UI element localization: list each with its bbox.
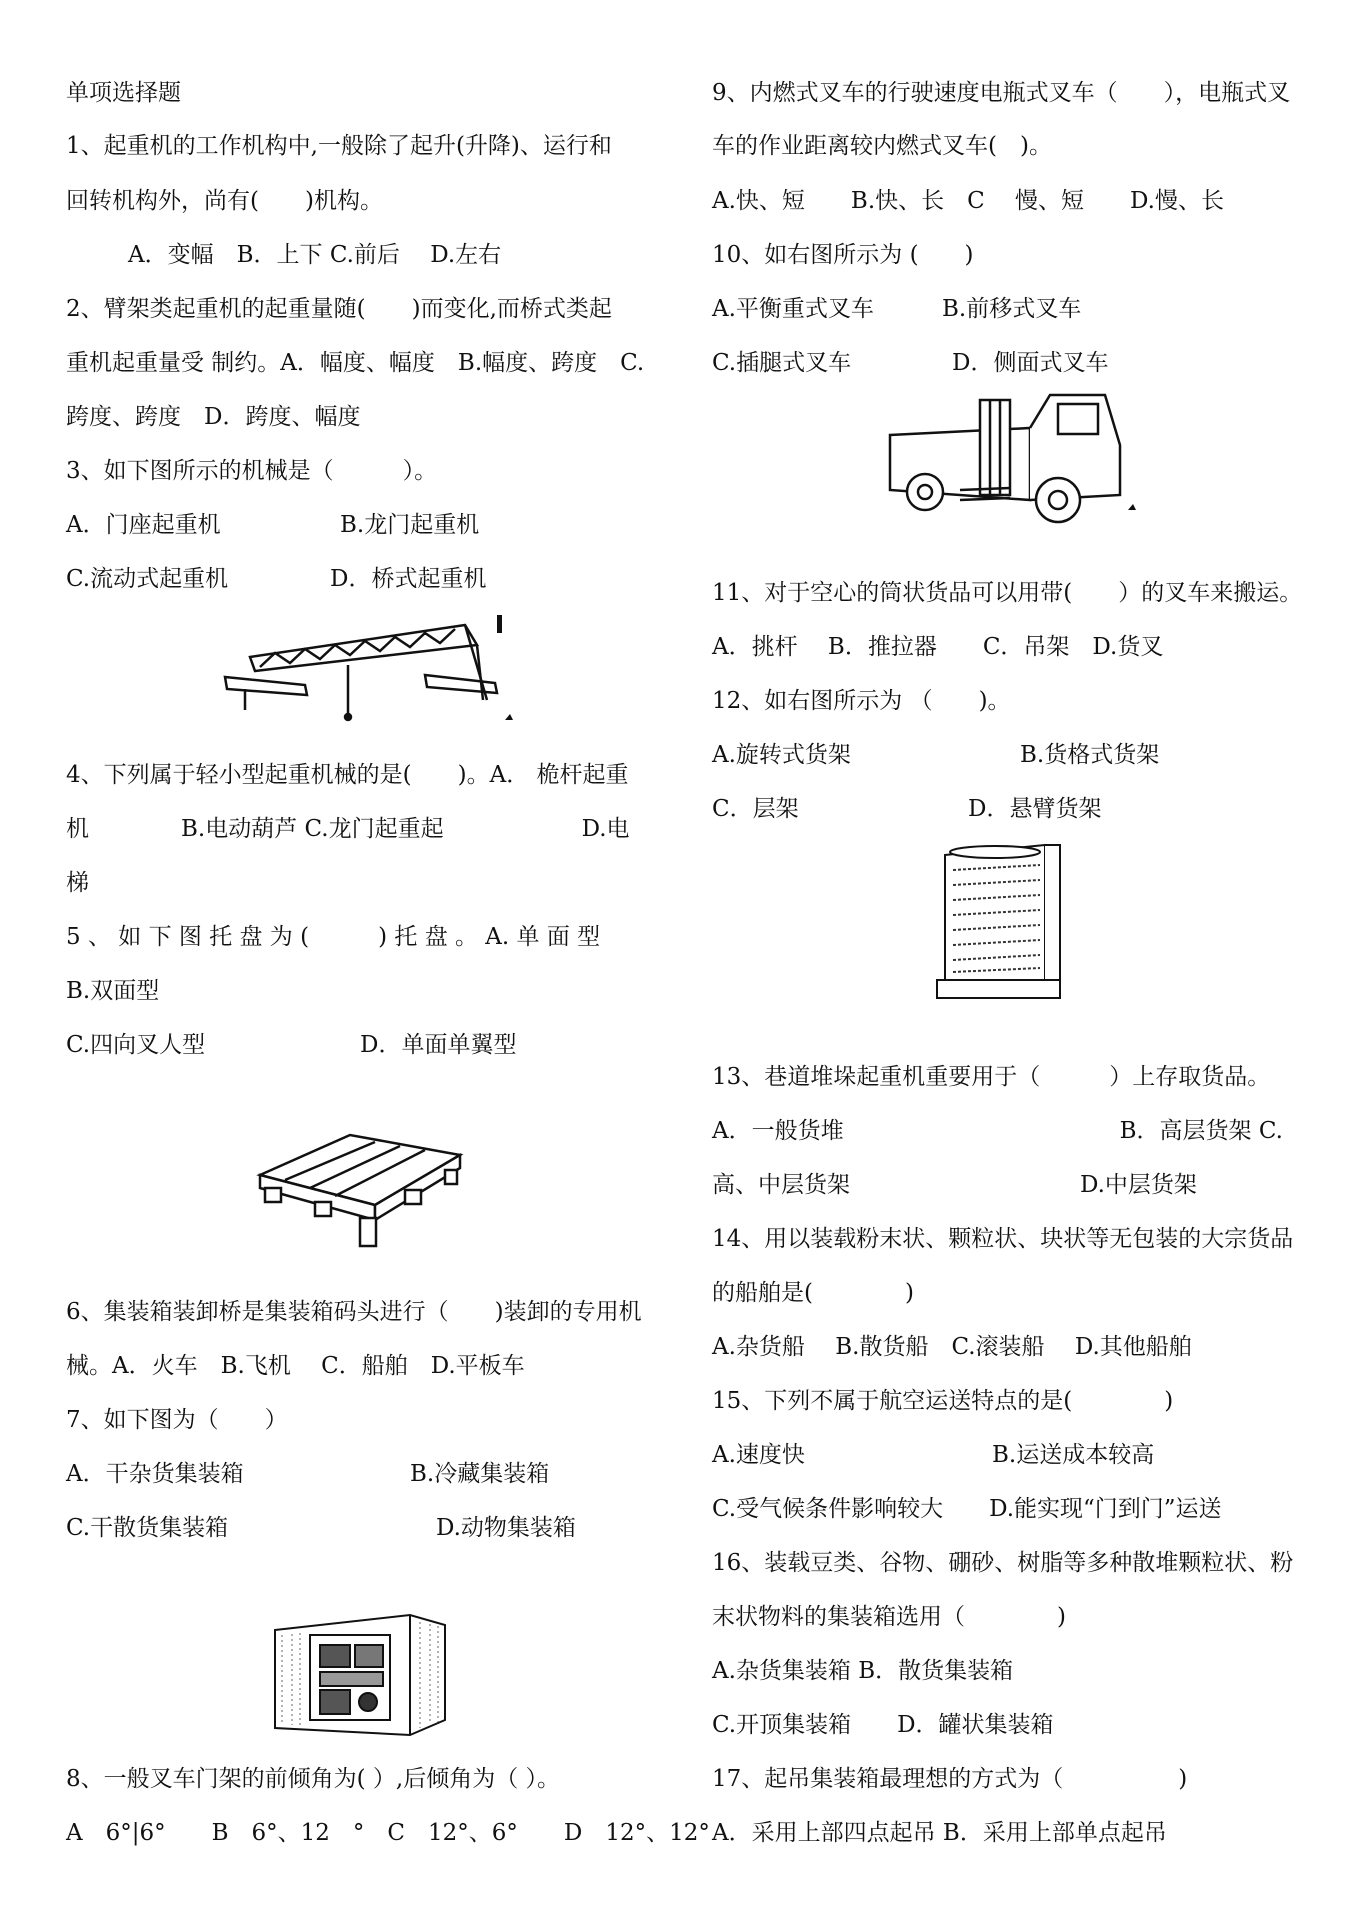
q1-line2: 回转机构外，尚有( )机构。 [66,188,383,214]
rotating-rack-figure [935,840,1065,1000]
q9-line2: 车的作业距离较内燃式叉车( )。 [712,133,1052,159]
q13-line3: 高、中层货架 D.中层货架 [712,1172,1197,1198]
q7-option-a: A．干杂货集装箱 [66,1461,244,1487]
q10-option-a: A.平衡重式叉车 [712,296,874,322]
q5-line2: B.双面型 [66,978,160,1004]
q11-options: A．挑杆 B．推拉器 C．吊架 D.货叉 [712,634,1164,660]
q15-option-a: A.速度快 [712,1442,805,1468]
gantry-crane-figure [215,605,515,730]
q8-line1: 8、一般叉车门架的前倾角为( ）,后倾角为（ ）。 [66,1766,561,1792]
pallet-figure [255,1130,465,1260]
q3-stem: 3、如下图所示的机械是（ ）。 [66,458,438,484]
q15-stem: 15、下列不属于航空运送特点的是( ) [712,1388,1174,1414]
q6-line1: 6、集装箱装卸桥是集装箱码头进行（ )装卸的专用机 [66,1299,642,1325]
q5-option-c: C.四向叉人型 [66,1032,206,1058]
q10-option-c: C.插腿式叉车 [712,350,852,376]
q5-option-d: D．单面单翼型 [360,1032,517,1058]
q4-line2: 机 B.电动葫芦 C.龙门起重起 D.电 [66,816,630,842]
q12-stem: 12、如右图所示为 （ )。 [712,688,1011,714]
q2-line3: 跨度、跨度 D．跨度、幅度 [66,404,361,430]
q11-stem: 11、对于空心的筒状货品可以用带( ）的叉车来搬运。 [712,580,1303,606]
q15-option-b: B.运送成本较高 [992,1442,1155,1468]
q14-line2: 的船舶是( ) [712,1280,914,1306]
q7-option-d: D.动物集装箱 [436,1515,576,1541]
q7-option-b: B.冷藏集装箱 [410,1461,550,1487]
q17-stem: 17、起吊集装箱最理想的方式为（ ) [712,1766,1188,1792]
q10-stem: 10、如右图所示为 ( ) [712,242,974,268]
q14-line1: 14、用以装载粉末状、颗粒状、块状等无包装的大宗货品 [712,1226,1294,1252]
side-forklift-figure [880,390,1140,525]
q7-stem: 7、如下图为（ ） [66,1407,288,1433]
q16-line2: 末状物料的集装箱选用（ ) [712,1604,1066,1630]
q8-options: A 6°|6° B 6°、12 ° C 12°、6° D 12°、12° [66,1820,710,1846]
q13-line2: A．一般货堆 B．高层货架 C. [712,1118,1283,1144]
q5-line1: 5 、 如 下 图 托 盘 为 ( ) 托 盘 。 A. 单 面 型 [66,924,601,950]
q1-line1: 1、起重机的工作机构中,一般除了起升(升降)、运行和 [66,133,612,159]
q7-option-c: C.干散货集装箱 [66,1515,229,1541]
q17-options: A．采用上部四点起吊 B．采用上部单点起吊 [712,1820,1167,1846]
q3-option-c: C.流动式起重机 [66,566,229,592]
q16-line1: 16、装载豆类、谷物、硼砂、树脂等多种散堆颗粒状、粉 [712,1550,1294,1576]
q12-option-b: B.货格式货架 [1020,742,1160,768]
q2-line2: 重机起重量受 制约。A．幅度、幅度 B.幅度、跨度 C. [66,350,645,376]
q15-options-cd: C.受气候条件影响较大 D.能实现“门到门”运送 [712,1496,1222,1522]
section-heading: 单项选择题 [66,80,181,106]
q16-options-cd: C.开顶集装箱 D．罐状集装箱 [712,1712,1054,1738]
q14-options: A.杂货船 B.散货船 C.滚装船 D.其他船舶 [712,1334,1192,1360]
q2-line1: 2、臂架类起重机的起重量随( )而变化,而桥式类起 [66,296,612,322]
q4-line1: 4、下列属于轻小型起重机械的是( )。A． 桅杆起重 [66,762,629,788]
q12-option-c: C．层架 [712,796,799,822]
q13-line1: 13、巷道堆垛起重机重要用于（ ）上存取货品。 [712,1064,1271,1090]
q3-option-a: A．门座起重机 [66,512,221,538]
reefer-container-figure [270,1610,450,1740]
q10-option-d: D．侧面式叉车 [952,350,1109,376]
q6-line2: 械。A．火车 B.飞机 C．船舶 D.平板车 [66,1353,525,1379]
q3-option-b: B.龙门起重机 [340,512,480,538]
q10-option-b: B.前移式叉车 [942,296,1082,322]
q16-options-ab: A.杂货集装箱 B．散货集装箱 [712,1658,1014,1684]
q9-options: A.快、短 B.快、长 C 慢、短 D.慢、长 [712,188,1224,214]
q4-line3: 梯 [66,870,89,896]
q9-line1: 9、内燃式叉车的行驶速度电瓶式叉车（ ），电瓶式叉 [712,80,1291,106]
q12-option-d: D．悬臂货架 [968,796,1102,822]
q12-option-a: A.旋转式货架 [712,742,851,768]
q3-option-d: D．桥式起重机 [330,566,487,592]
q1-options: A．变幅 B．上下 C.前后 D.左右 [128,242,502,268]
